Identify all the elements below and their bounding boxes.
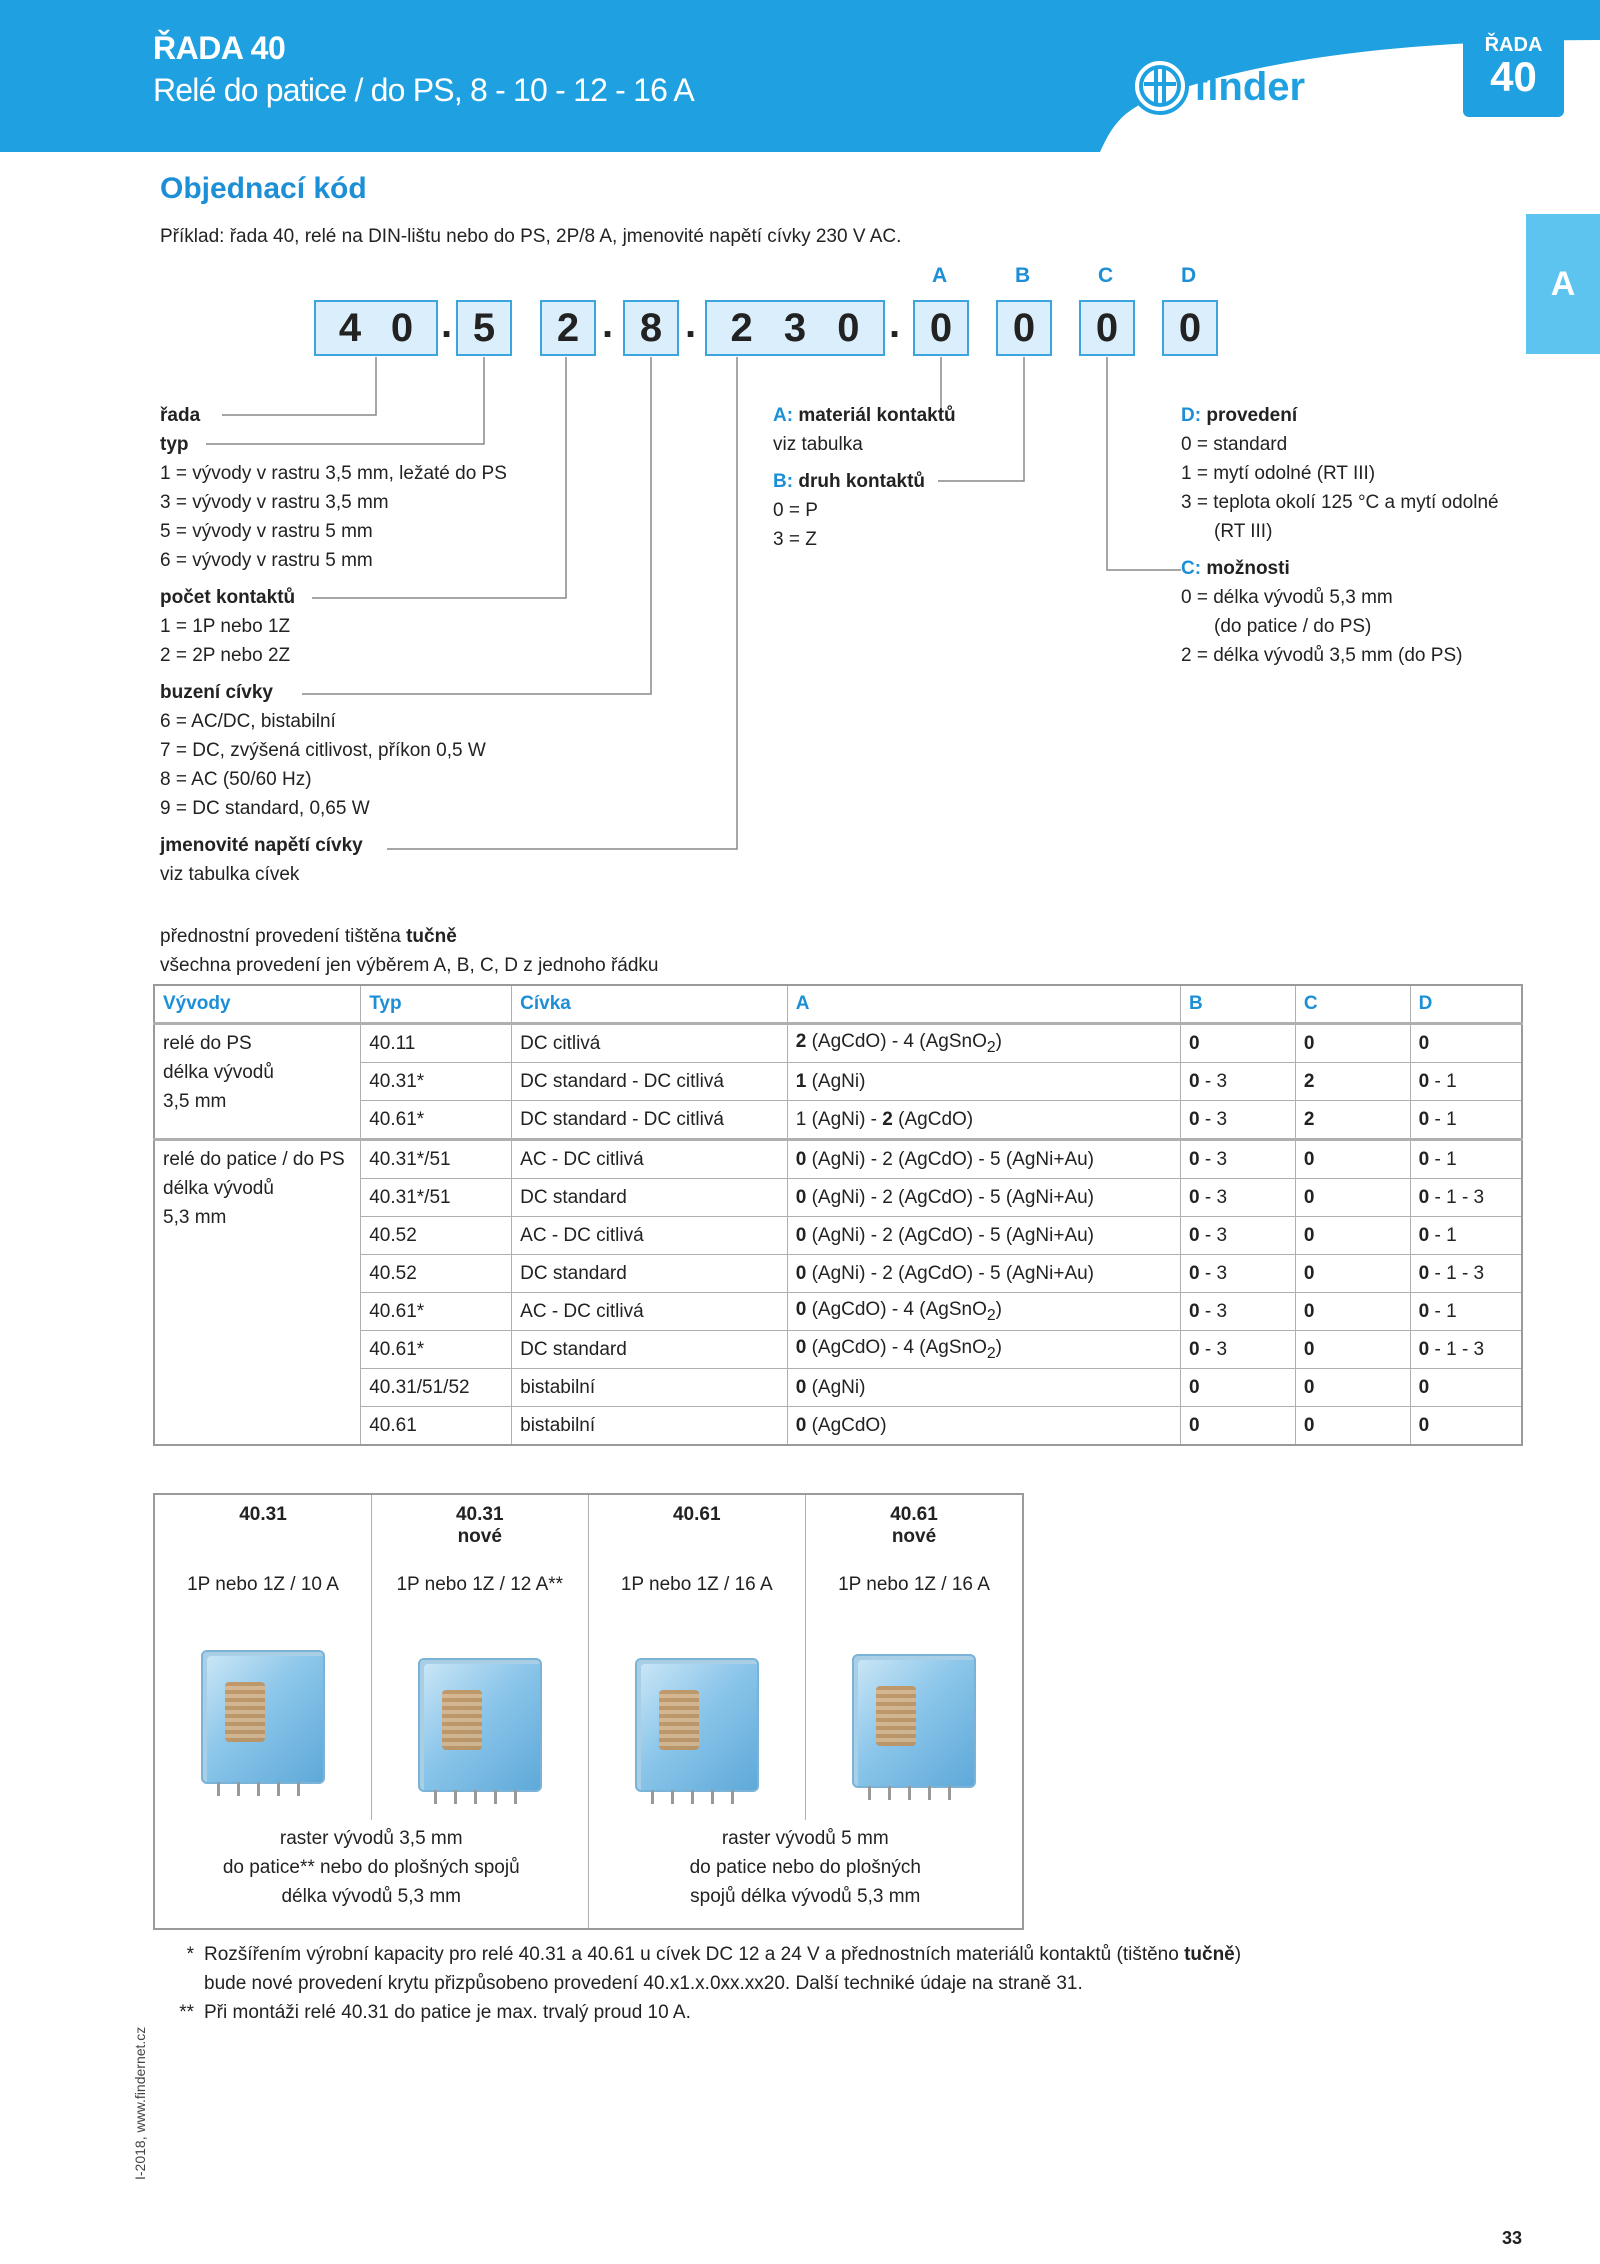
d-cell bbox=[1410, 1217, 1522, 1255]
code-digit: 0 bbox=[1095, 305, 1119, 350]
code-digit: 0 bbox=[1178, 305, 1202, 350]
a-bold: 0 bbox=[795, 1262, 807, 1284]
legend-b-key: B: bbox=[773, 471, 794, 492]
a-text: (AgNi) bbox=[806, 1376, 866, 1398]
typ-value: 40.61* bbox=[369, 1108, 425, 1130]
civka-value: DC citlivá bbox=[520, 1032, 601, 1054]
relay-spec: 1P nebo 1Z / 16 A bbox=[588, 1574, 805, 1610]
civka-value: AC - DC citlivá bbox=[520, 1148, 644, 1170]
c-bold: 0 bbox=[1303, 1186, 1315, 1208]
b-bold: 0 bbox=[1189, 1108, 1200, 1130]
d-bold: 0 bbox=[1418, 1224, 1430, 1246]
d-text: - 1 bbox=[1429, 1300, 1457, 1322]
a-bold: 2 bbox=[882, 1108, 893, 1130]
a-text: (AgNi) - 2 (AgCdO) - 5 (AgNi+Au) bbox=[806, 1148, 1095, 1170]
code-label-c: C bbox=[1098, 264, 1114, 287]
relay-image bbox=[372, 1610, 589, 1820]
vyvody-line: délka vývodů bbox=[163, 1062, 274, 1083]
table-row bbox=[154, 1024, 1522, 1063]
relay-note-line: spojů délka vývodů 5,3 mm bbox=[690, 1886, 921, 1907]
a-cell bbox=[787, 1179, 1180, 1217]
relay-notes-row bbox=[154, 1820, 1023, 1929]
d-bold: 0 bbox=[1418, 1338, 1430, 1360]
b-text: - 3 bbox=[1199, 1300, 1228, 1322]
relay-name: 40.61 bbox=[672, 1504, 721, 1525]
legend-a-item: viz tabulka bbox=[773, 434, 863, 455]
d-cell bbox=[1410, 1255, 1522, 1293]
table-header-row bbox=[154, 985, 1522, 1024]
a-bold: 2 bbox=[795, 1030, 807, 1052]
civka-cell bbox=[512, 1179, 788, 1217]
legend-d-label: provedení bbox=[1201, 405, 1298, 426]
civka-value: DC standard bbox=[520, 1262, 627, 1284]
c-cell bbox=[1295, 1331, 1410, 1369]
c-bold: 0 bbox=[1303, 1148, 1315, 1170]
c-cell bbox=[1295, 1293, 1410, 1331]
typ-cell bbox=[361, 1024, 512, 1063]
d-text: - 1 bbox=[1429, 1148, 1457, 1170]
a-text: (AgCdO) bbox=[892, 1108, 974, 1130]
legend-d-item: 1 = mytí odolné (RT III) bbox=[1181, 463, 1376, 484]
footnote-mark: ** bbox=[179, 2002, 194, 2023]
b-text: - 3 bbox=[1199, 1224, 1228, 1246]
legend-napeti: jmenovité napětí cívky bbox=[160, 835, 363, 856]
d-bold: 0 bbox=[1418, 1376, 1430, 1398]
code-digit: 2 bbox=[556, 305, 580, 350]
a-bold: 0 bbox=[795, 1336, 807, 1358]
a-text: (AgNi) bbox=[806, 1070, 866, 1092]
series-tab-number: 40 bbox=[1490, 53, 1537, 100]
vyvody-line: relé do patice / do PS bbox=[163, 1149, 345, 1170]
typ-value: 40.31*/51 bbox=[369, 1186, 451, 1208]
legend-buzeni: buzení cívky bbox=[160, 682, 273, 703]
relay-spec: 1P nebo 1Z / 16 A bbox=[805, 1574, 1023, 1610]
legend-c-item: 2 = délka vývodů 3,5 mm (do PS) bbox=[1181, 645, 1463, 666]
b-bold: 0 bbox=[1189, 1376, 1200, 1398]
c-bold: 2 bbox=[1303, 1070, 1315, 1092]
legend-b-label: druh kontaktů bbox=[793, 471, 926, 492]
example-text: Příklad: řada 40, relé na DIN-lištu nebo do PS, 2P/8 A, jmenovité napětí cívky 230 V AC. bbox=[160, 226, 902, 247]
legend-buzeni-item: 9 = DC standard, 0,65 W bbox=[160, 798, 370, 819]
b-text: - 3 bbox=[1199, 1148, 1228, 1170]
relay-image bbox=[154, 1610, 372, 1820]
b-bold: 0 bbox=[1189, 1414, 1200, 1436]
relay-note-line: do patice nebo do plošných bbox=[689, 1857, 921, 1878]
b-bold: 0 bbox=[1189, 1300, 1200, 1322]
civka-value: bistabilní bbox=[520, 1376, 596, 1398]
d-bold: 0 bbox=[1418, 1032, 1430, 1054]
vyvody-cell bbox=[154, 1140, 361, 1446]
legend-c-item: 0 = délka vývodů 5,3 mm bbox=[1181, 587, 1393, 608]
d-cell bbox=[1410, 1140, 1522, 1179]
legend-left bbox=[160, 401, 507, 889]
typ-value: 40.52 bbox=[369, 1262, 417, 1284]
b-cell bbox=[1181, 1101, 1296, 1140]
c-bold: 0 bbox=[1303, 1300, 1315, 1322]
b-bold: 0 bbox=[1189, 1070, 1200, 1092]
typ-value: 40.31*/51 bbox=[369, 1148, 451, 1170]
legend-c-key: C: bbox=[1181, 558, 1202, 579]
relay-note-line: do patice** nebo do plošných spojů bbox=[222, 1857, 520, 1878]
b-cell bbox=[1181, 1407, 1296, 1446]
civka-value: DC standard - DC citlivá bbox=[520, 1070, 724, 1092]
relay-image bbox=[588, 1610, 805, 1820]
vyvody-line: relé do PS bbox=[163, 1033, 252, 1054]
legend-typ-item: 3 = vývody v rastru 3,5 mm bbox=[160, 492, 389, 513]
civka-cell bbox=[512, 1101, 788, 1140]
relay-spec-row bbox=[154, 1574, 1023, 1610]
b-cell bbox=[1181, 1331, 1296, 1369]
legend-typ-item: 6 = vývody v rastru 5 mm bbox=[160, 550, 373, 571]
d-cell bbox=[1410, 1179, 1522, 1217]
table-note-1-bold: tučně bbox=[406, 926, 457, 947]
footnote-mark: * bbox=[186, 1944, 194, 1965]
d-text: - 1 - 3 bbox=[1429, 1262, 1485, 1284]
civka-cell bbox=[512, 1063, 788, 1101]
legend-d-item: 3 = teplota okolí 125 °C a mytí odolné bbox=[1181, 492, 1499, 513]
civka-value: bistabilní bbox=[520, 1414, 596, 1436]
c-bold: 0 bbox=[1303, 1224, 1315, 1246]
legend-c-item: (do patice / do PS) bbox=[1214, 616, 1372, 637]
a-text: (AgCdO) - 4 (AgSnO bbox=[806, 1298, 987, 1320]
page-number: 33 bbox=[1502, 2228, 1523, 2248]
d-bold: 0 bbox=[1418, 1414, 1430, 1436]
relay-note-line: raster vývodů 5 mm bbox=[721, 1828, 889, 1849]
a-subscript: 2 bbox=[986, 1344, 996, 1362]
civka-value: DC standard bbox=[520, 1186, 627, 1208]
d-cell bbox=[1410, 1369, 1522, 1407]
civka-cell bbox=[512, 1407, 788, 1446]
relay-note-line: délka vývodů 5,3 mm bbox=[281, 1886, 462, 1907]
relay-header-row bbox=[154, 1494, 1023, 1574]
vyvody-line: 5,3 mm bbox=[163, 1207, 227, 1228]
typ-cell bbox=[361, 1140, 512, 1179]
a-bold: 0 bbox=[795, 1186, 807, 1208]
d-cell bbox=[1410, 1024, 1522, 1063]
typ-cell bbox=[361, 1407, 512, 1446]
d-bold: 0 bbox=[1418, 1262, 1430, 1284]
a-bold: 1 bbox=[795, 1070, 807, 1092]
legend-pocet-item: 2 = 2P nebo 2Z bbox=[160, 645, 291, 666]
d-cell bbox=[1410, 1101, 1522, 1140]
code-label-a: A bbox=[932, 264, 948, 287]
section-title: Objednací kód bbox=[160, 172, 367, 205]
c-cell bbox=[1295, 1063, 1410, 1101]
footnotes bbox=[160, 1940, 1241, 2027]
typ-cell bbox=[361, 1255, 512, 1293]
b-cell bbox=[1181, 1024, 1296, 1063]
legend-d-item: 0 = standard bbox=[1181, 434, 1288, 455]
b-text: - 3 bbox=[1199, 1070, 1228, 1092]
d-cell bbox=[1410, 1293, 1522, 1331]
d-text: - 1 - 3 bbox=[1429, 1186, 1485, 1208]
footnote-1-text: Rozšířením výrobní kapacity pro relé 40.31 a 40.61 u cívek DC 12 a 24 V a přednostních materiálů kontaktů (tištěno bbox=[204, 1944, 1185, 1965]
c-cell bbox=[1295, 1255, 1410, 1293]
typ-value: 40.31/51/52 bbox=[369, 1376, 470, 1398]
a-text: (AgCdO) bbox=[806, 1414, 887, 1436]
a-cell bbox=[787, 1331, 1180, 1369]
civka-value: DC standard - DC citlivá bbox=[520, 1108, 724, 1130]
typ-cell bbox=[361, 1217, 512, 1255]
legend-typ-item: 1 = vývody v rastru 3,5 mm, ležaté do PS bbox=[160, 463, 507, 484]
d-cell bbox=[1410, 1407, 1522, 1446]
relay-spec: 1P nebo 1Z / 12 A** bbox=[372, 1574, 589, 1610]
legend-a-key: A: bbox=[773, 405, 794, 426]
civka-cell bbox=[512, 1217, 788, 1255]
d-bold: 0 bbox=[1418, 1148, 1430, 1170]
a-text: (AgNi) - 2 (AgCdO) - 5 (AgNi+Au) bbox=[806, 1224, 1095, 1246]
code-digit: 0 bbox=[837, 305, 860, 350]
typ-value: 40.52 bbox=[369, 1224, 417, 1246]
code-digit: 3 bbox=[783, 305, 807, 350]
b-cell bbox=[1181, 1293, 1296, 1331]
footnote-1-bold: tučně bbox=[1184, 1944, 1235, 1965]
legend-mid bbox=[773, 401, 956, 554]
a-bold: 0 bbox=[795, 1224, 807, 1246]
c-bold: 0 bbox=[1303, 1032, 1315, 1054]
code-label-d: D bbox=[1181, 264, 1197, 287]
code-dot: . bbox=[685, 302, 697, 346]
b-cell bbox=[1181, 1179, 1296, 1217]
a-bold: 0 bbox=[795, 1298, 807, 1320]
table-header: D bbox=[1410, 985, 1522, 1024]
footnote-1-cont: bude nové provedení krytu přizpůsobeno provedení 40.x1.x.0xx.xx20. Další techniké údaje na straně 31. bbox=[204, 1973, 1083, 1994]
relay-note-line: raster vývodů 3,5 mm bbox=[279, 1828, 463, 1849]
c-bold: 0 bbox=[1303, 1414, 1315, 1436]
table-header: C bbox=[1295, 985, 1410, 1024]
code-digit: 4 bbox=[338, 305, 362, 350]
typ-value: 40.61* bbox=[369, 1338, 425, 1360]
a-text: (AgNi) - 2 (AgCdO) - 5 (AgNi+Au) bbox=[806, 1186, 1095, 1208]
civka-value: AC - DC citlivá bbox=[520, 1224, 644, 1246]
code-label-b: B bbox=[1015, 264, 1031, 287]
variants-table bbox=[153, 984, 1523, 1446]
d-text: - 1 bbox=[1429, 1070, 1457, 1092]
series-tab-label: ŘADA bbox=[1484, 34, 1543, 56]
legend-c-label: možnosti bbox=[1201, 558, 1290, 579]
legend-pocet-item: 1 = 1P nebo 1Z bbox=[160, 616, 291, 637]
c-cell bbox=[1295, 1407, 1410, 1446]
code-digit: 8 bbox=[639, 305, 663, 350]
civka-cell bbox=[512, 1369, 788, 1407]
d-cell bbox=[1410, 1331, 1522, 1369]
legend-buzeni-item: 8 = AC (50/60 Hz) bbox=[160, 769, 312, 790]
civka-cell bbox=[512, 1024, 788, 1063]
c-bold: 0 bbox=[1303, 1262, 1315, 1284]
b-bold: 0 bbox=[1189, 1224, 1200, 1246]
b-cell bbox=[1181, 1369, 1296, 1407]
a-subscript: 2 bbox=[986, 1038, 996, 1056]
b-cell bbox=[1181, 1063, 1296, 1101]
footnote-1-end: ) bbox=[1234, 1944, 1242, 1965]
typ-value: 40.61 bbox=[369, 1414, 417, 1436]
relay-name: 40.31 bbox=[239, 1504, 287, 1525]
code-digit: 5 bbox=[472, 305, 496, 350]
c-cell bbox=[1295, 1217, 1410, 1255]
side-footer: I-2018, www.findernet.cz bbox=[132, 2026, 148, 2180]
c-bold: 0 bbox=[1303, 1376, 1315, 1398]
typ-cell bbox=[361, 1179, 512, 1217]
typ-cell bbox=[361, 1101, 512, 1140]
a-cell bbox=[787, 1293, 1180, 1331]
table-note-2: všechna provedení jen výběrem A, B, C, D z jednoho řádku bbox=[160, 955, 659, 976]
civka-cell bbox=[512, 1331, 788, 1369]
table-header: A bbox=[787, 985, 1180, 1024]
d-text: - 1 - 3 bbox=[1429, 1338, 1485, 1360]
a-text: 1 (AgNi) - bbox=[795, 1108, 883, 1130]
typ-cell bbox=[361, 1293, 512, 1331]
legend-b-item: 0 = P bbox=[773, 500, 818, 521]
vyvody-line: 3,5 mm bbox=[163, 1091, 227, 1112]
b-text: - 3 bbox=[1199, 1262, 1228, 1284]
a-text: (AgNi) - 2 (AgCdO) - 5 (AgNi+Au) bbox=[806, 1262, 1095, 1284]
table-header: Vývody bbox=[154, 985, 361, 1024]
code-dot: . bbox=[441, 302, 453, 346]
table-note-1-text: přednostní provedení tištěna bbox=[160, 926, 407, 947]
code-dot: . bbox=[889, 302, 901, 346]
civka-cell bbox=[512, 1255, 788, 1293]
c-cell bbox=[1295, 1369, 1410, 1407]
code-digit: 2 bbox=[730, 305, 753, 350]
a-text: ) bbox=[995, 1336, 1002, 1358]
civka-cell bbox=[512, 1140, 788, 1179]
relay-spec: 1P nebo 1Z / 10 A bbox=[154, 1574, 372, 1610]
typ-value: 40.61* bbox=[369, 1300, 425, 1322]
d-text: - 1 bbox=[1429, 1224, 1457, 1246]
c-cell bbox=[1295, 1179, 1410, 1217]
legend-buzeni-item: 6 = AC/DC, bistabilní bbox=[160, 711, 336, 732]
relay-name: 40.31 bbox=[455, 1504, 504, 1525]
b-bold: 0 bbox=[1189, 1338, 1200, 1360]
d-cell bbox=[1410, 1063, 1522, 1101]
legend-typ: typ bbox=[160, 434, 189, 455]
d-bold: 0 bbox=[1418, 1070, 1430, 1092]
typ-value: 40.31* bbox=[369, 1070, 425, 1092]
legend-a-label: materiál kontaktů bbox=[793, 405, 956, 426]
c-bold: 0 bbox=[1303, 1338, 1315, 1360]
table-header: Cívka bbox=[512, 985, 788, 1024]
table-header: Typ bbox=[361, 985, 512, 1024]
a-subscript: 2 bbox=[986, 1306, 996, 1324]
a-text: ) bbox=[995, 1298, 1002, 1320]
a-bold: 0 bbox=[795, 1414, 807, 1436]
typ-cell bbox=[361, 1369, 512, 1407]
table-header: B bbox=[1181, 985, 1296, 1024]
b-bold: 0 bbox=[1189, 1148, 1200, 1170]
d-bold: 0 bbox=[1418, 1186, 1430, 1208]
typ-value: 40.11 bbox=[369, 1032, 416, 1054]
c-cell bbox=[1295, 1024, 1410, 1063]
typ-cell bbox=[361, 1331, 512, 1369]
a-cell bbox=[787, 1407, 1180, 1446]
b-cell bbox=[1181, 1217, 1296, 1255]
vyvody-line: délka vývodů bbox=[163, 1178, 274, 1199]
a-cell bbox=[787, 1101, 1180, 1140]
b-bold: 0 bbox=[1189, 1262, 1200, 1284]
typ-cell bbox=[361, 1063, 512, 1101]
section-side-tab: A bbox=[1526, 214, 1600, 354]
c-cell bbox=[1295, 1140, 1410, 1179]
code-digit: 0 bbox=[390, 305, 414, 350]
legend-buzeni-item: 7 = DC, zvýšená citlivost, příkon 0,5 W bbox=[160, 740, 486, 761]
b-bold: 0 bbox=[1189, 1186, 1200, 1208]
legend-pocet: počet kontaktů bbox=[160, 587, 296, 608]
b-cell bbox=[1181, 1140, 1296, 1179]
a-text: (AgCdO) - 4 (AgSnO bbox=[806, 1030, 987, 1052]
relay-sub: nové bbox=[457, 1526, 502, 1547]
page-title: ŘADA 40 bbox=[153, 30, 286, 66]
table-row bbox=[154, 1140, 1522, 1179]
code-digit: 0 bbox=[1012, 305, 1036, 350]
c-bold: 2 bbox=[1303, 1108, 1315, 1130]
d-bold: 0 bbox=[1418, 1108, 1430, 1130]
legend-napeti-item: viz tabulka cívek bbox=[160, 864, 300, 885]
civka-cell bbox=[512, 1293, 788, 1331]
a-bold: 0 bbox=[795, 1376, 807, 1398]
a-text: (AgCdO) - 4 (AgSnO bbox=[806, 1336, 987, 1358]
relay-name: 40.61 bbox=[890, 1504, 938, 1525]
legend-rada: řada bbox=[160, 405, 201, 426]
a-cell bbox=[787, 1140, 1180, 1179]
relay-note-left bbox=[154, 1820, 588, 1929]
page-subtitle: Relé do patice / do PS, 8 - 10 - 12 - 16 A bbox=[153, 72, 694, 108]
a-cell bbox=[787, 1369, 1180, 1407]
footnote-2-text: Při montáži relé 40.31 do patice je max. trvalý proud 10 A. bbox=[204, 2002, 691, 2023]
b-bold: 0 bbox=[1189, 1032, 1200, 1054]
b-text: - 3 bbox=[1199, 1338, 1228, 1360]
a-text: ) bbox=[995, 1030, 1002, 1052]
a-cell bbox=[787, 1255, 1180, 1293]
d-text: - 1 bbox=[1429, 1108, 1457, 1130]
table-note-1 bbox=[160, 922, 457, 951]
legend-d-item: (RT III) bbox=[1214, 521, 1273, 542]
vyvody-cell bbox=[154, 1024, 361, 1140]
relay-image-row bbox=[154, 1610, 1023, 1820]
b-cell bbox=[1181, 1255, 1296, 1293]
code-digit: 0 bbox=[929, 305, 953, 350]
a-cell bbox=[787, 1063, 1180, 1101]
c-cell bbox=[1295, 1101, 1410, 1140]
relay-variants-table bbox=[153, 1493, 1024, 1930]
relay-image bbox=[805, 1610, 1023, 1820]
legend-right bbox=[1181, 401, 1499, 670]
relay-sub: nové bbox=[891, 1526, 937, 1547]
a-bold: 0 bbox=[795, 1148, 807, 1170]
a-cell bbox=[787, 1217, 1180, 1255]
civka-value: DC standard bbox=[520, 1338, 627, 1360]
b-text: - 3 bbox=[1199, 1186, 1228, 1208]
legend-d-key: D: bbox=[1181, 405, 1202, 426]
legend-typ-item: 5 = vývody v rastru 5 mm bbox=[160, 521, 373, 542]
relay-note-right bbox=[588, 1820, 1023, 1929]
d-bold: 0 bbox=[1418, 1300, 1430, 1322]
civka-value: AC - DC citlivá bbox=[520, 1300, 644, 1322]
b-text: - 3 bbox=[1199, 1108, 1228, 1130]
legend-b-item: 3 = Z bbox=[773, 529, 817, 550]
a-cell bbox=[787, 1024, 1180, 1063]
finder-logo-text: finder bbox=[1194, 65, 1306, 109]
code-dot: . bbox=[602, 302, 614, 346]
